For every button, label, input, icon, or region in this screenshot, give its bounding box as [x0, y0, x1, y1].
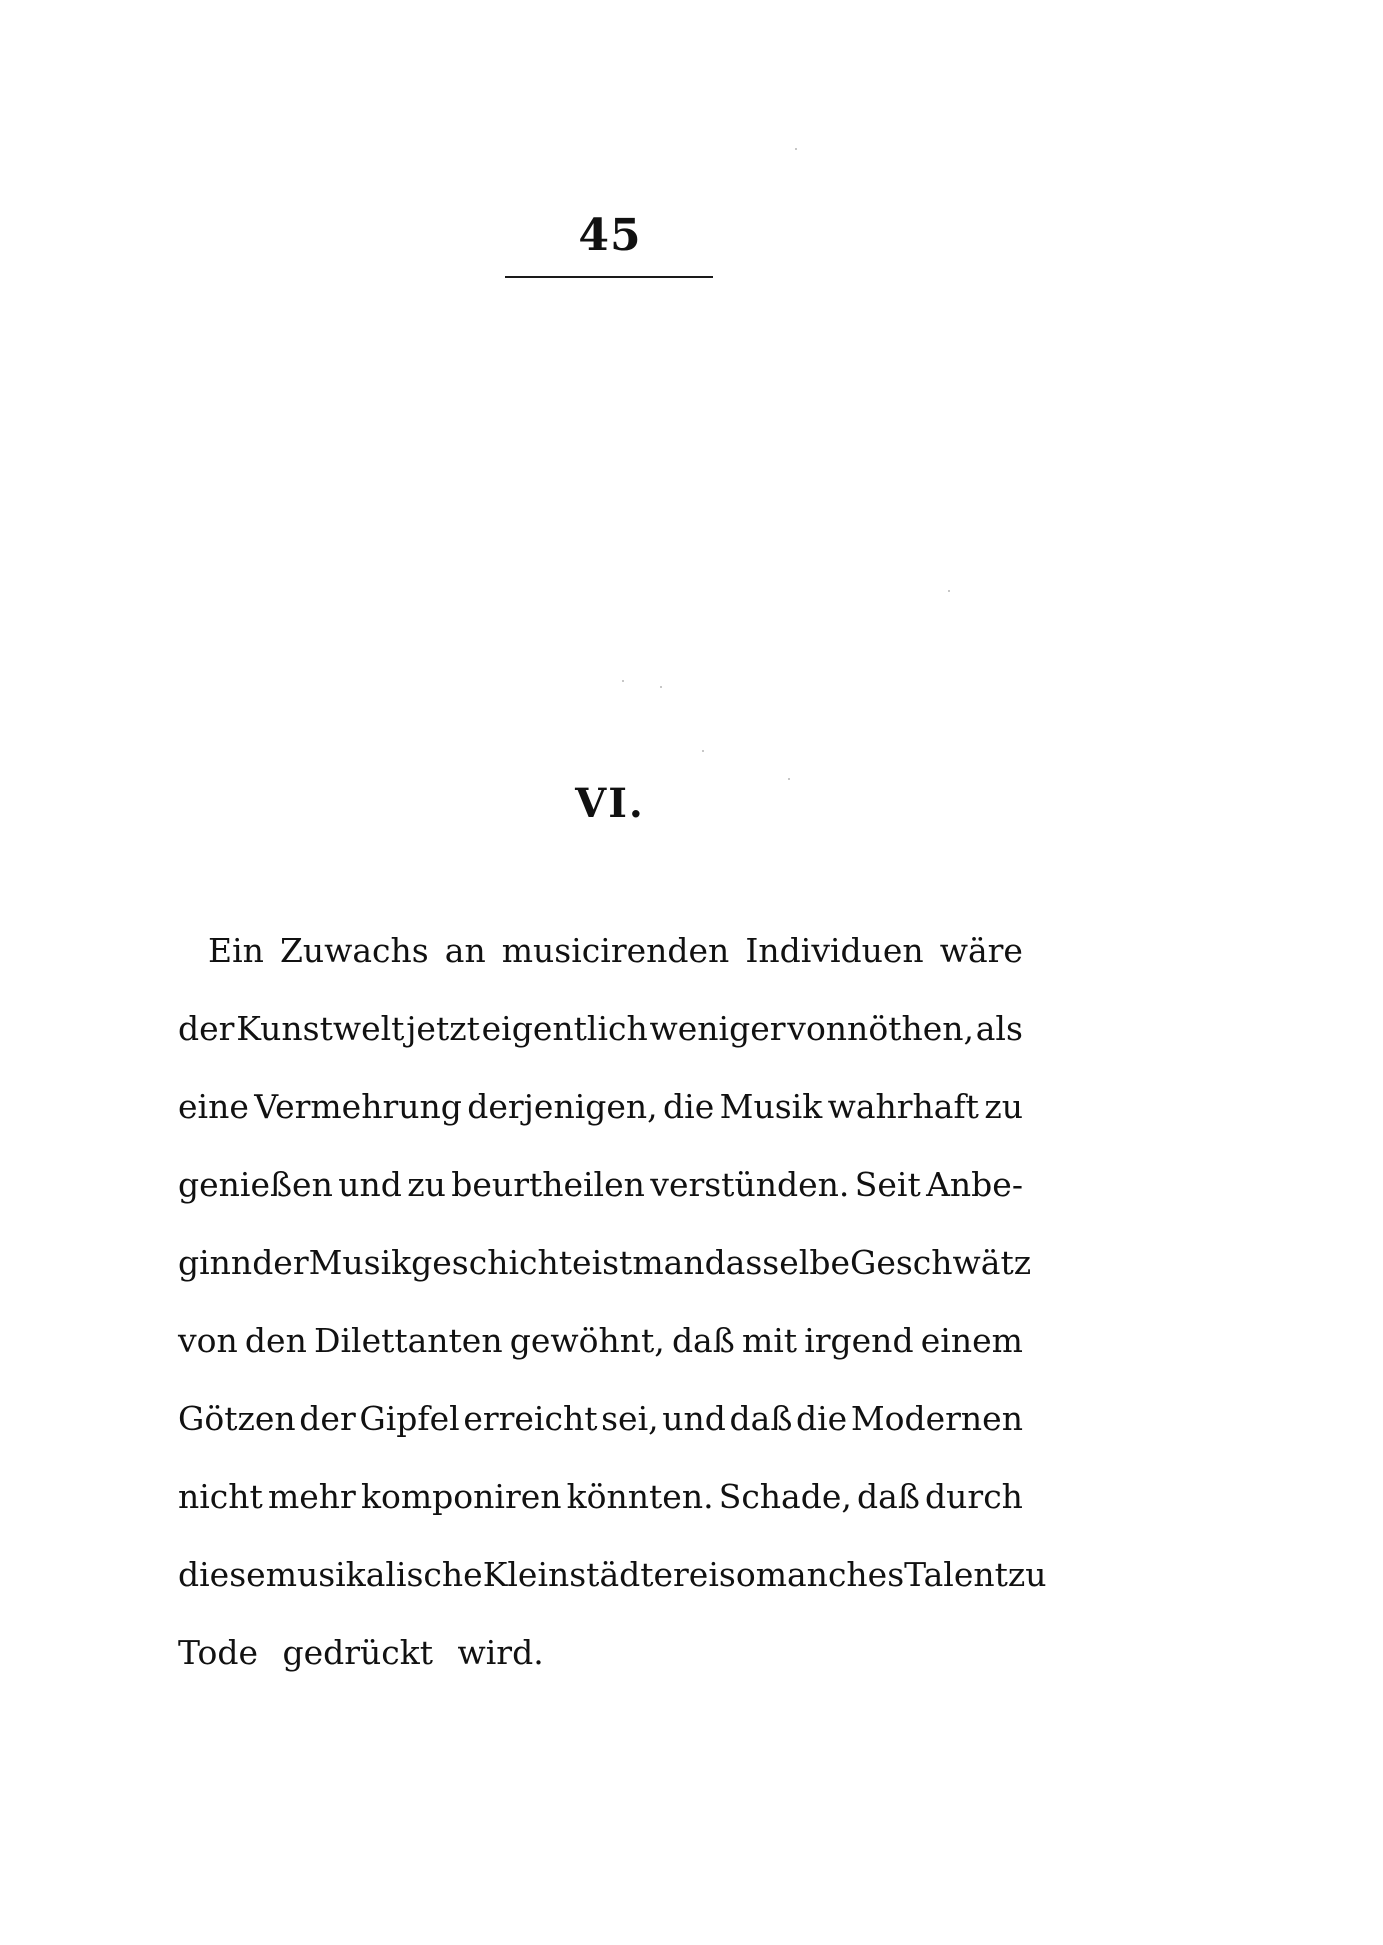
text-line: von den Dilettanten gewöhnt, daß mit irgend einem — [178, 1321, 1023, 1360]
paper-speck — [702, 750, 704, 752]
page-number: 45 — [578, 210, 642, 261]
text-line: Götzen der Gipfel erreicht sei, und daß die Modernen — [178, 1399, 1023, 1438]
paper-speck — [622, 680, 624, 682]
text-line: eine Vermehrung derjenigen, die Musik wahrhaft zu — [178, 1087, 1023, 1126]
text-line: ginn der Musikgeschichte ist man dasselbe Geschwätz — [178, 1243, 1032, 1282]
paper-speck — [948, 590, 950, 592]
body-paragraph — [178, 912, 1047, 1692]
chapter-heading: VI. — [575, 780, 645, 827]
paper-speck — [795, 148, 797, 150]
paper-speck — [660, 686, 662, 688]
text-line: nicht mehr komponiren könnten. Schade, daß durch — [178, 1477, 1023, 1516]
text-line: Tode gedrückt wird. — [178, 1633, 544, 1672]
header-rule — [505, 276, 713, 278]
text-line: der Kunstwelt jetzt eigentlich weniger vonnöthen, als — [178, 1009, 1023, 1048]
text-line: genießen und zu beurtheilen verstünden. Seit Anbe- — [178, 1165, 1023, 1204]
text-line: Ein Zuwachs an musicirenden Individuen wäre — [208, 931, 1023, 970]
text-line: diese musikalische Kleinstädterei so manches Talent zu — [178, 1555, 1047, 1594]
paper-speck — [788, 778, 790, 780]
